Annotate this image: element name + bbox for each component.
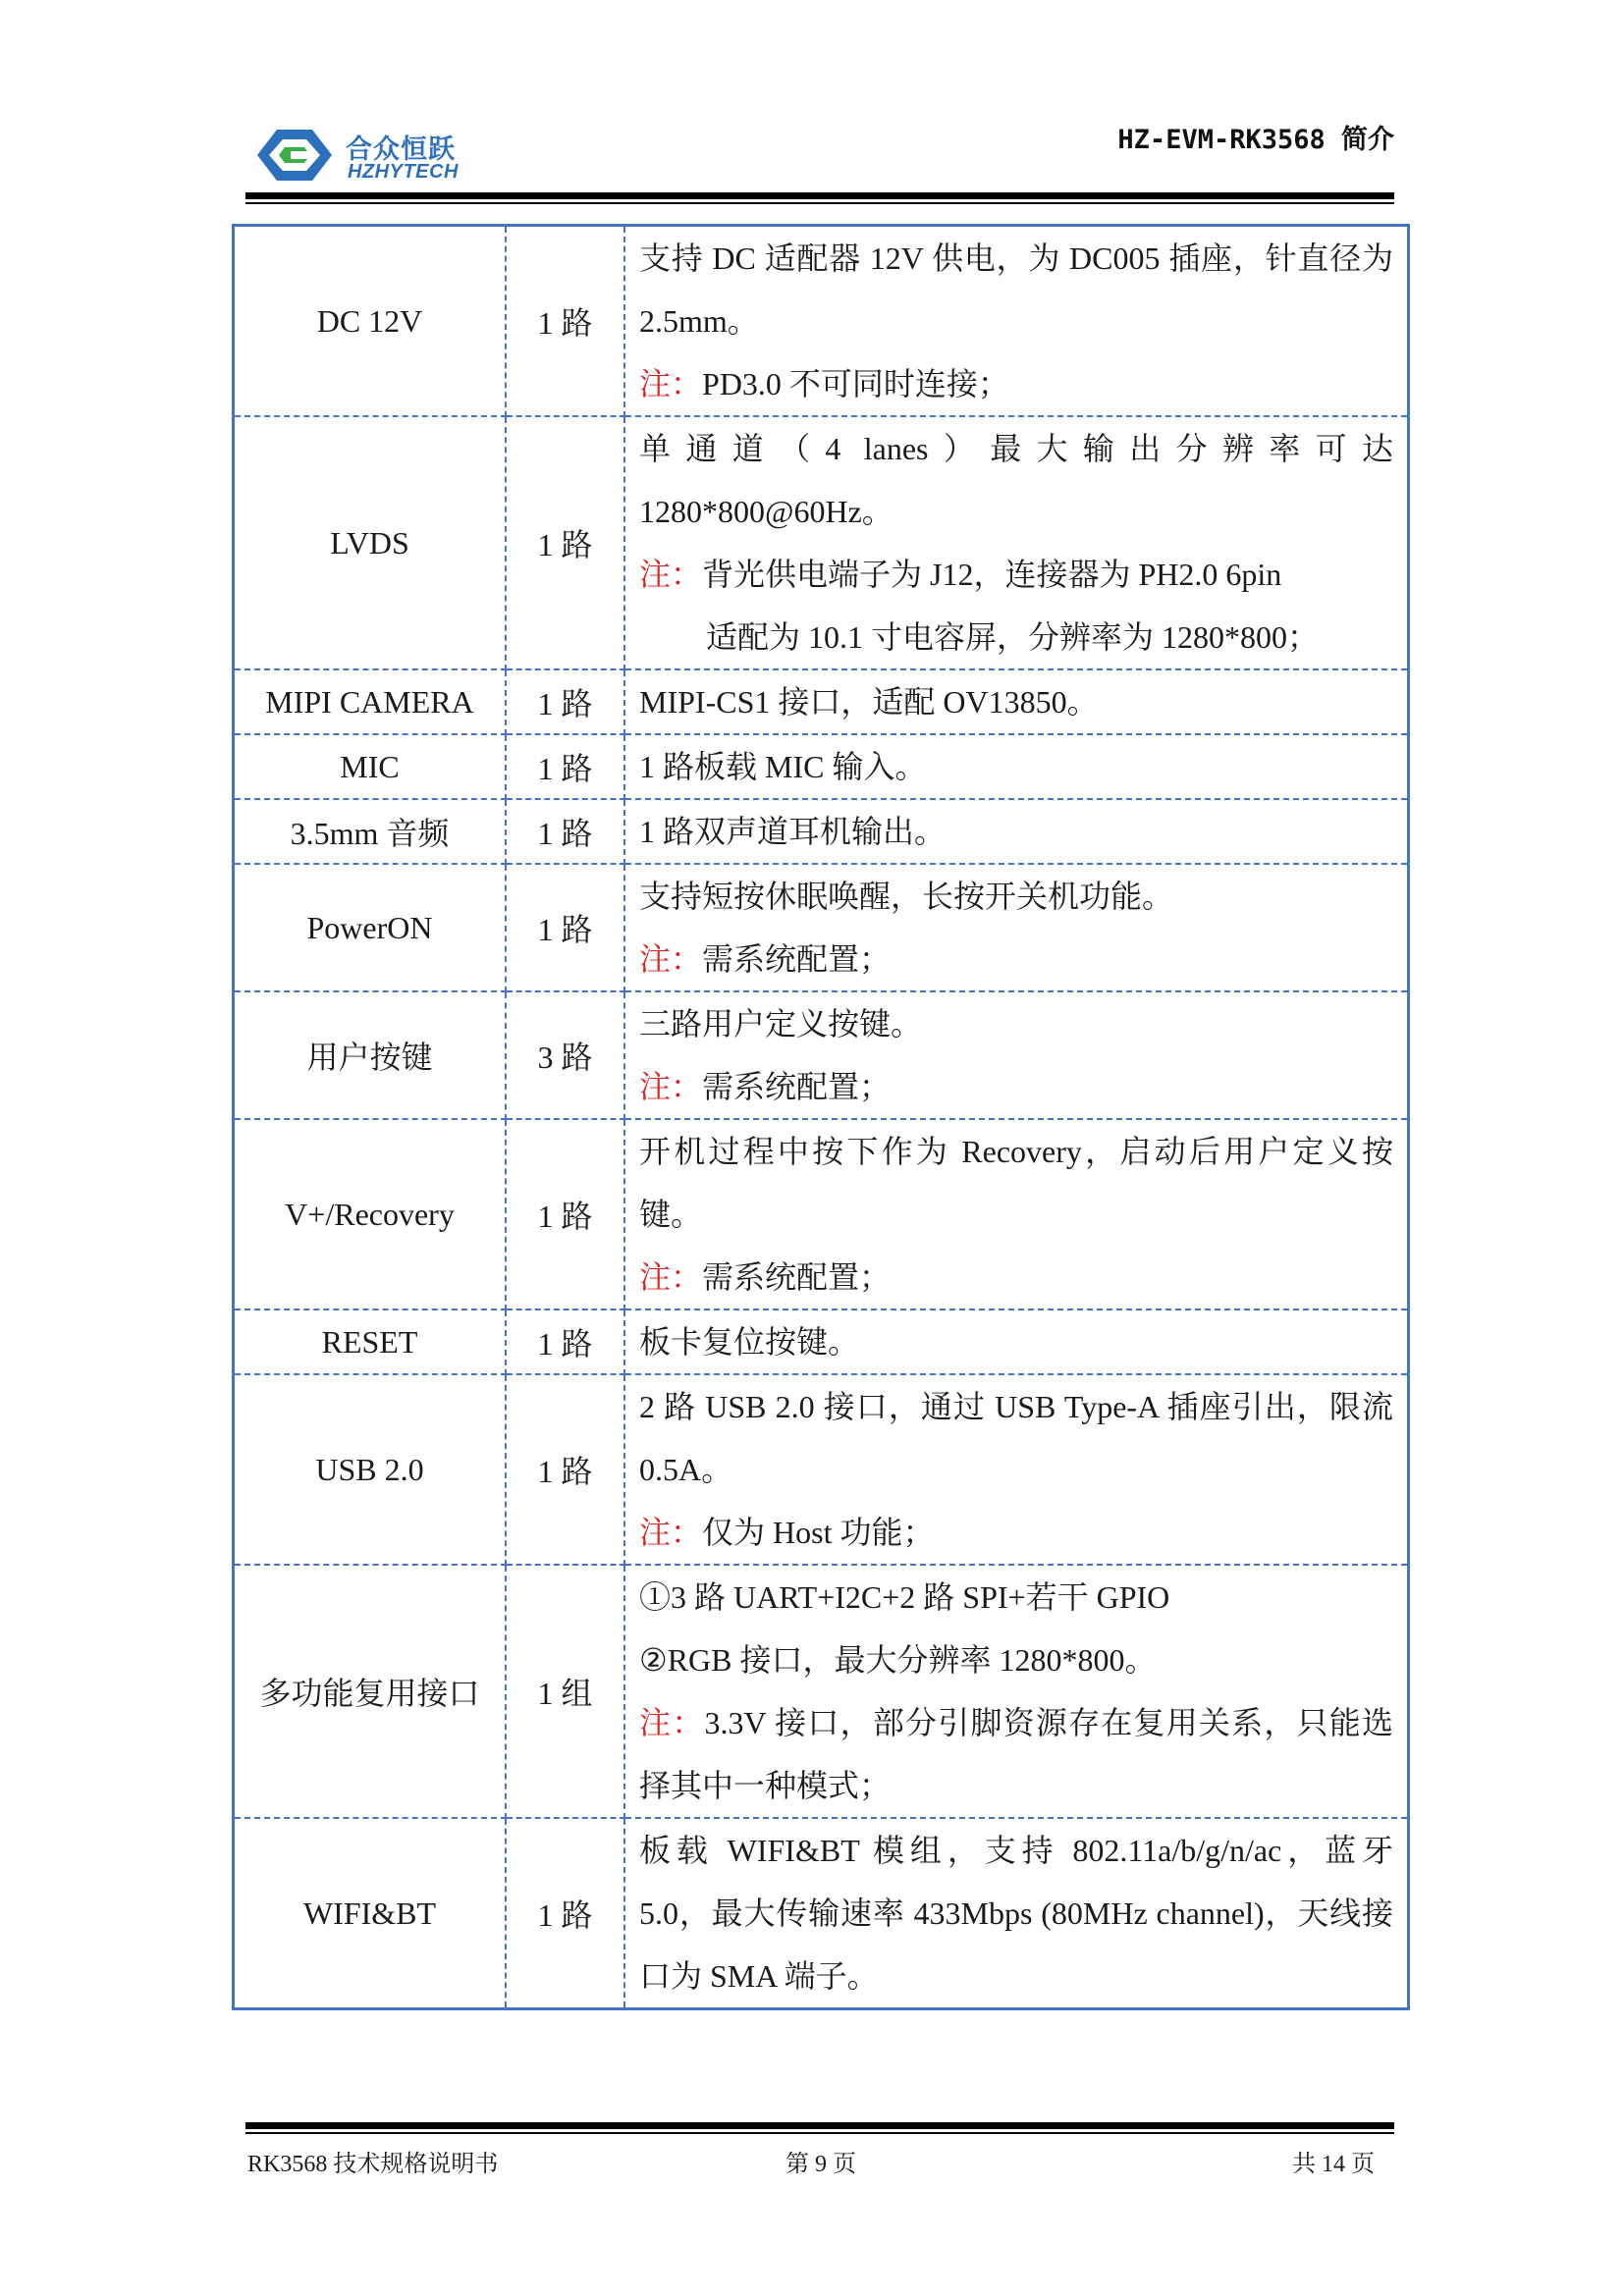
logo-english-text: HZHYTECH — [348, 161, 459, 183]
description-text: ①3 路 UART+I2C+2 路 SPI+若干 GPIO — [639, 1579, 1170, 1615]
description-cell — [624, 864, 1409, 991]
page-footer — [245, 2144, 1375, 2183]
description-text: 三路用户定义按键。 — [639, 1006, 923, 1041]
description-cell — [624, 416, 1409, 669]
note-text: 背光供电端子为 J12，连接器为 PH2.0 6pin — [702, 557, 1282, 592]
table-row — [234, 226, 1409, 417]
description-text: 开机过程中按下作为 Recovery，启动后用户定义按键。 — [639, 1134, 1393, 1232]
table-row — [234, 734, 1409, 799]
footer-page-number: 第 9 页 — [785, 2152, 856, 2177]
interface-name-cell: 用户按键 — [234, 991, 507, 1119]
footer-doc-name: RK3568 技术规格说明书 — [247, 2152, 499, 2177]
description-cell — [624, 1374, 1409, 1565]
note-label: 注： — [639, 1259, 703, 1295]
footer-divider — [245, 2122, 1394, 2134]
note-text: 需系统配置； — [702, 1069, 892, 1104]
note-text: PD3.0 不可同时连接； — [702, 366, 1009, 401]
table-row — [234, 1374, 1409, 1565]
description-cell — [624, 669, 1409, 734]
interface-name-cell: MIPI CAMERA — [234, 669, 507, 734]
note-label: 注： — [639, 1515, 703, 1550]
interface-count-cell: 1 路 — [506, 734, 624, 799]
interface-count-cell: 1 路 — [506, 864, 624, 991]
note-continuation: 适配为 10.1 寸电容屏，分辨率为 1280*800； — [706, 619, 1320, 655]
description-text: 单通道（4 lanes）最大输出分辨率可达 1280*800@60Hz。 — [639, 431, 1393, 529]
note-line — [639, 1055, 1393, 1118]
table-row — [234, 669, 1409, 734]
description-cell — [624, 991, 1409, 1119]
note-line — [639, 1501, 1393, 1564]
note-text: 仅为 Host 功能； — [702, 1515, 935, 1550]
interface-name-cell: USB 2.0 — [234, 1374, 507, 1565]
interface-count-cell: 1 路 — [506, 226, 624, 417]
note-text: 需系统配置； — [702, 941, 892, 977]
logo-chinese-text: 合众恒跃 — [346, 134, 456, 165]
description-text: 1 路板载 MIC 输入。 — [639, 749, 927, 784]
note-label: 注： — [639, 941, 703, 977]
description-text: 1 路双声道耳机输出。 — [639, 814, 947, 849]
interface-name-cell: PowerON — [234, 864, 507, 991]
spec-table — [232, 224, 1410, 2010]
interface-name-cell: 多功能复用接口 — [234, 1565, 507, 1818]
interface-count-cell: 1 路 — [506, 1119, 624, 1309]
interface-name-cell: WIFI&BT — [234, 1818, 507, 2009]
interface-count-cell: 1 组 — [506, 1565, 624, 1818]
table-row — [234, 799, 1409, 864]
company-logo — [255, 124, 491, 188]
note-line — [639, 1246, 1393, 1308]
note-label: 注： — [639, 1705, 705, 1740]
description-text: MIPI-CS1 接口，适配 OV13850。 — [639, 684, 1099, 720]
interface-name-cell: DC 12V — [234, 226, 507, 417]
description-text: 板载 WIFI&BT 模组，支持 802.11a/b/g/n/ac，蓝牙 5.0，最大传输速率 433Mbps (80MHz channel)，天线接口为 SMA 端子。 — [639, 1833, 1393, 1994]
interface-count-cell: 1 路 — [506, 1818, 624, 2009]
header-divider — [245, 192, 1394, 204]
note-line — [639, 543, 1393, 606]
description-cell — [624, 734, 1409, 799]
note-label: 注： — [639, 366, 703, 401]
interface-name-cell: RESET — [234, 1309, 507, 1374]
description-text: 支持短按休眠唤醒，长按开关机功能。 — [639, 879, 1174, 914]
table-row — [234, 864, 1409, 991]
interface-count-cell: 1 路 — [506, 1309, 624, 1374]
description-text: 2 路 USB 2.0 接口，通过 USB Type-A 插座引出，限流 0.5A。 — [639, 1389, 1393, 1487]
hzhytech-logo-icon — [255, 128, 334, 183]
table-row — [234, 991, 1409, 1119]
note-label: 注： — [639, 557, 703, 592]
table-row — [234, 1309, 1409, 1374]
interface-name-cell: 3.5mm 音频 — [234, 799, 507, 864]
interface-count-cell: 1 路 — [506, 416, 624, 669]
description-cell — [624, 1309, 1409, 1374]
table-row — [234, 1565, 1409, 1818]
description-cell — [624, 1565, 1409, 1818]
page-header — [245, 116, 1394, 194]
note-label: 注： — [639, 1069, 703, 1104]
note-line — [639, 352, 1393, 415]
spec-table-body — [234, 226, 1409, 2009]
interface-name-cell: MIC — [234, 734, 507, 799]
interface-count-cell: 3 路 — [506, 991, 624, 1119]
description-cell — [624, 799, 1409, 864]
description-text: ②RGB 接口，最大分辨率 1280*800。 — [639, 1642, 1157, 1678]
note-line — [639, 928, 1393, 990]
document-title: HZ-EVM-RK3568 简介 — [1117, 125, 1394, 155]
interface-count-cell: 1 路 — [506, 1374, 624, 1565]
footer-total-pages: 共 14 页 — [1292, 2152, 1375, 2177]
description-text: 支持 DC 适配器 12V 供电，为 DC005 插座，针直径为 2.5mm。 — [639, 240, 1393, 339]
note-line — [639, 1691, 1393, 1817]
interface-count-cell: 1 路 — [506, 799, 624, 864]
table-row — [234, 1119, 1409, 1309]
table-row — [234, 416, 1409, 669]
description-text: 板卡复位按键。 — [639, 1324, 860, 1360]
note-text: 3.3V 接口，部分引脚资源存在复用关系，只能选择其中一种模式； — [639, 1705, 1393, 1803]
description-cell — [624, 1818, 1409, 2009]
description-cell — [624, 1119, 1409, 1309]
interface-count-cell: 1 路 — [506, 669, 624, 734]
interface-name-cell: LVDS — [234, 416, 507, 669]
interface-name-cell: V+/Recovery — [234, 1119, 507, 1309]
note-text: 需系统配置； — [702, 1259, 892, 1295]
description-cell — [624, 226, 1409, 417]
table-row — [234, 1818, 1409, 2009]
